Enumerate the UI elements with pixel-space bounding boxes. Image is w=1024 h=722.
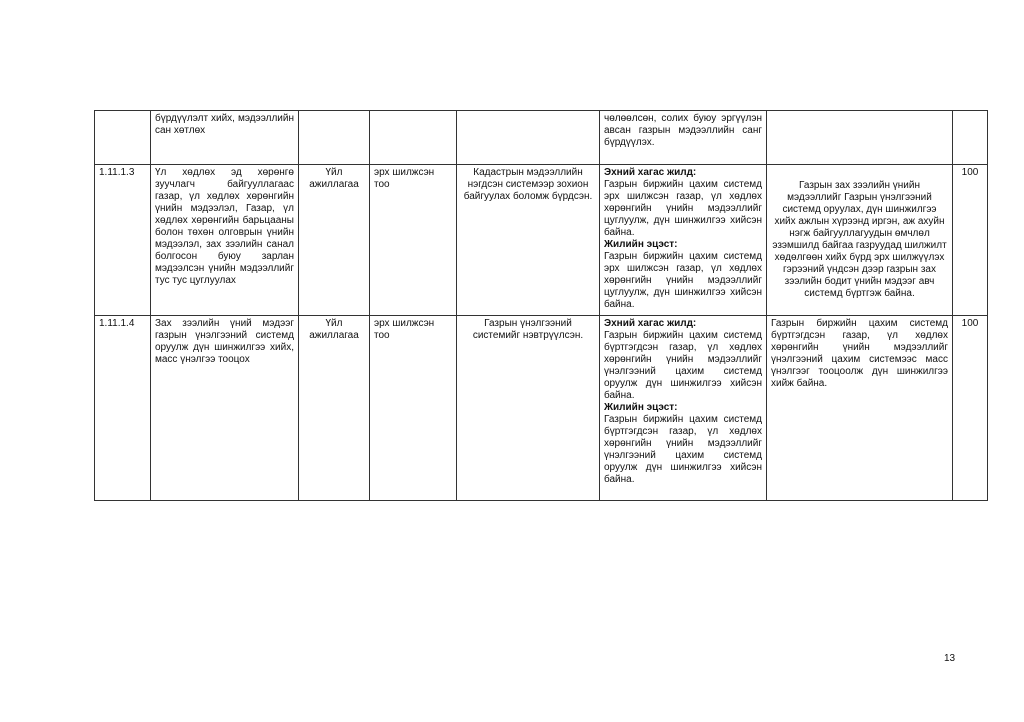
evaluation-cell: чөлөөлсөн, солих буюу эргүүлэн авсан газрын мэдээллийн санг бүрдүүлэх. (600, 111, 767, 165)
table-row (95, 165, 988, 316)
budget-cell (370, 111, 457, 165)
plan-table (94, 110, 988, 501)
description-cell: Зах зээлийн үний мэдээг газрын үнэлгээний системд оруулж дүн шинжилгээ хийх, масс үнэлгээ тооцох (151, 316, 299, 501)
budget-cell: эрх шилжсэн тоо (370, 165, 457, 316)
evaluation-text: Газрын биржийн цахим системд бүртгэгдсэн газар, үл хөдлөх хөрөнгийн үнийн мэдээллийг үнэлгээний цахим системд оруулж дүн шинжилгээ хийсэн байна. (604, 330, 762, 401)
percent-cell (953, 111, 988, 165)
unit-cell: Үйл ажиллагаа (299, 316, 370, 501)
evaluation-heading: Жилийн эцэст: (604, 239, 678, 250)
outcome-cell: Кадастрын мэдээллийн нэгдсэн системээр зохион байгуулах боломж бүрдсэн. (457, 165, 600, 316)
unit-cell: Үйл ажиллагаа (299, 165, 370, 316)
outcome-cell (457, 111, 600, 165)
unit-cell (299, 111, 370, 165)
percent-cell: 100 (953, 165, 988, 316)
evaluation-heading: Эхний хагас жилд: (604, 318, 697, 329)
percent-cell: 100 (953, 316, 988, 501)
outcome-cell: Газрын үнэлгээний системийг нэвтрүүлсэн. (457, 316, 600, 501)
page-number: 13 (944, 653, 956, 664)
evaluation-cell (600, 165, 767, 316)
code-cell (95, 111, 151, 165)
evaluation-text: Газрын биржийн цахим системд бүртгэгдсэн газар, үл хөдлөх хөрөнгийн үнийн мэдээллийг үнэлгээний цахим системд оруулж дүн шинжилгээ хийсэн байна. (604, 414, 762, 485)
table-row (95, 111, 988, 165)
evaluation-heading: Жилийн эцэст: (604, 402, 678, 413)
code-cell: 1.11.1.4 (95, 316, 151, 501)
evaluation-heading: Эхний хагас жилд: (604, 167, 697, 178)
result-cell: Газрын биржийн цахим системд бүртгэгдсэн газар, үл хөдлөх хөрөнгийн үнийн мэдээллийг үнэлгээний цахим системээс масс үнэлгээг тооцоолж дүн шинжилгээ хийж байна. (767, 316, 953, 501)
result-cell (767, 111, 953, 165)
table-row (95, 316, 988, 501)
result-cell: Газрын зах зээлийн үнийн мэдээллийг Газрын үнэлгээний системд оруулах, дүн шинжилгээ хийх ажлын хүрээнд иргэн, аж ахуйн нэгж байгууллагуудын өмчлөл эзэмшилд байгаа газруудад шилжилт хөдөлгөөн хийх бүрд эрх шилжүүлэх гэрээний үндсэн дээр газрын зах зээлийн бодит үнийн мэдээг авч системд бүртгэж байна. (767, 165, 953, 316)
budget-cell: эрх шилжсэн тоо (370, 316, 457, 501)
code-cell: 1.11.1.3 (95, 165, 151, 316)
evaluation-text: Газрын биржийн цахим системд эрх шилжсэн газар, үл хөдлөх хөрөнгийн үнийн мэдээллийг цуглуулж, дүн шинжилгээ хийсэн байна. (604, 251, 762, 310)
evaluation-cell (600, 316, 767, 501)
evaluation-text: Газрын биржийн цахим системд эрх шилжсэн газар, үл хөдлөх хөрөнгийн үнийн мэдээллийг цуглуулж, дүн шинжилгээ хийсэн байна. (604, 179, 762, 238)
description-cell: Үл хөдлөх эд хөрөнгө зуучлагч байгууллагаас газар, үл хөдлөх хөрөнгийн үнийн мэдээлэл, Газар, үл хөдлөх хөрөнгийн барьцааны болон төхөн олговрын үнийн мэдээлэл, зах зээлийн санал болгосон буюу зарлан мэдээлсэн үнийн мэдээллийг тус тус цуглуулах (151, 165, 299, 316)
description-cell: бүрдүүлэлт хийх, мэдээллийн сан хөтлөх (151, 111, 299, 165)
